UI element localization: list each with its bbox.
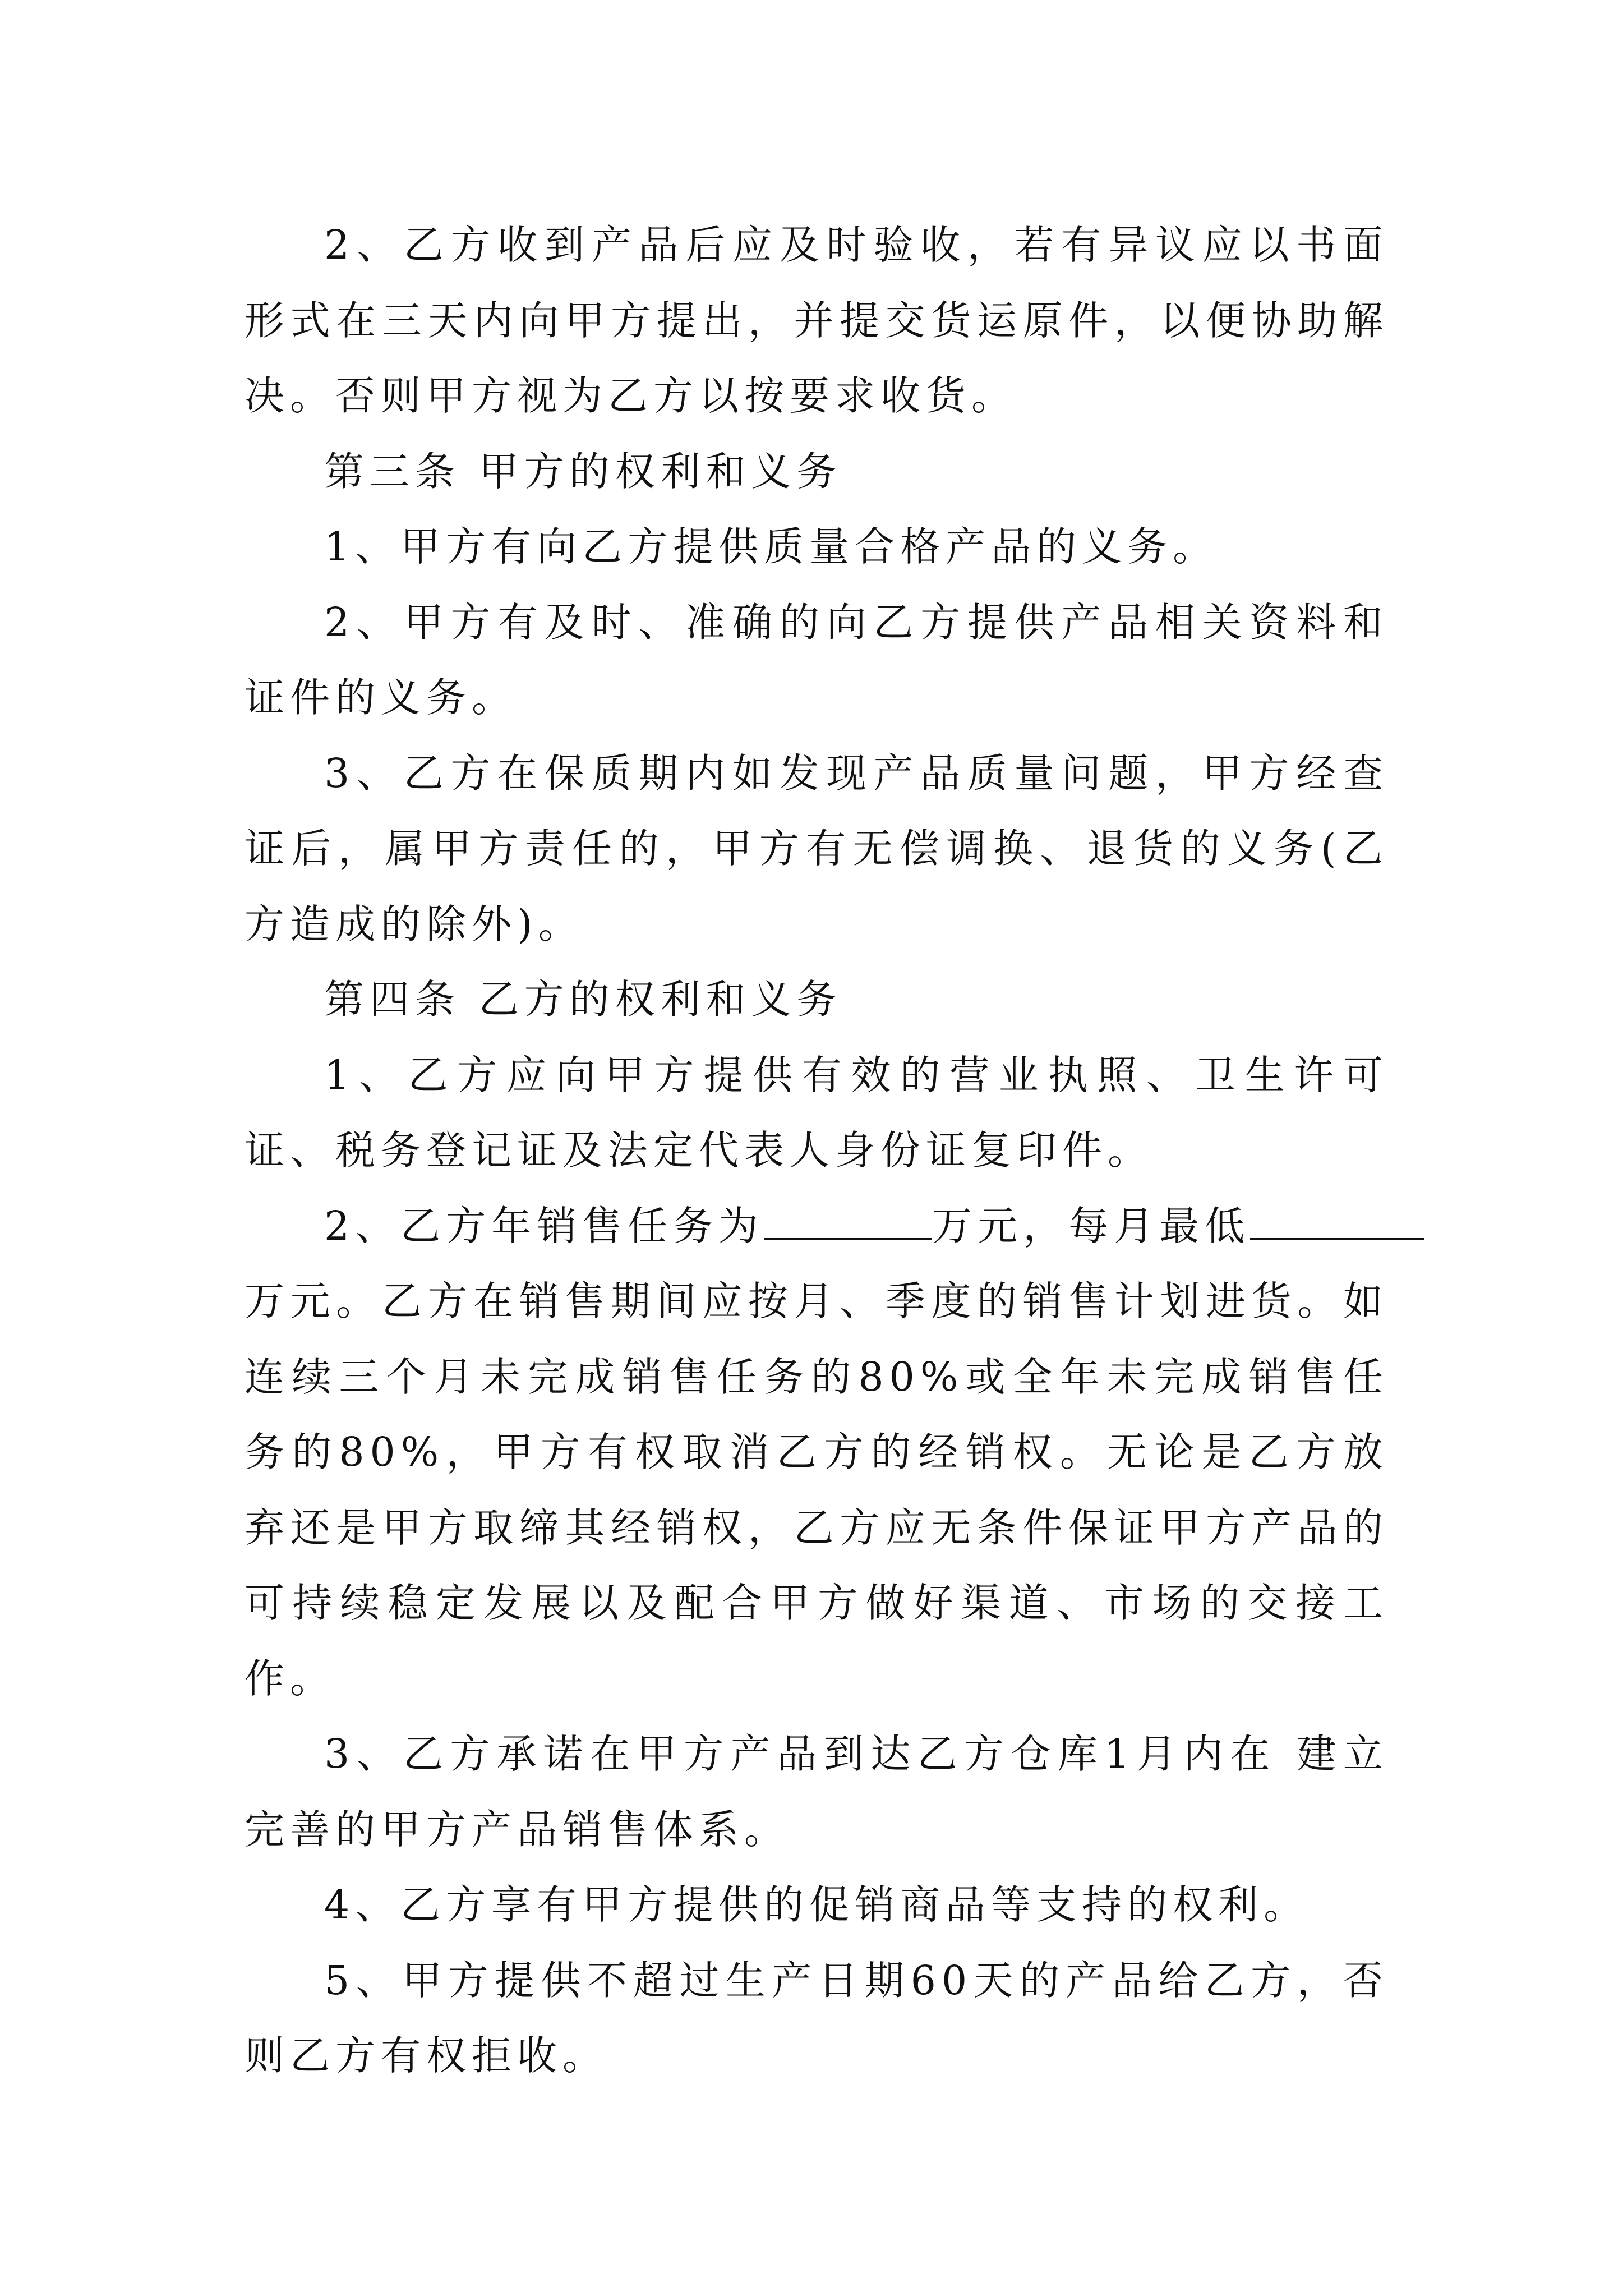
paragraph-party-b-duty-3: 3、乙方承诺在甲方产品到达乙方仓库1月内在 建立完善的甲方产品销售体系。 <box>245 1731 1389 1853</box>
paragraph-party-a-duty-1: 1、甲方有向乙方提供质量合格产品的义务。 <box>324 523 1219 570</box>
sales-target-label: 2、乙方年销售任务为 <box>324 1202 764 1249</box>
sales-target-terms: 万元。乙方在销售期间应按月、季度的销售计划进货。如连续三个月未完成销售任务的80%或全年未完成销售任务的80%，甲方有权取消乙方的经销权。无论是乙方放弃还是甲方取缔其经销权，乙方应无条件保证甲方产品的可持续稳定发展以及配合甲方做好渠道、市场的交接工作。 <box>245 1278 1389 1702</box>
monthly-minimum-label: 万元，每月最低 <box>932 1202 1251 1249</box>
monthly-minimum-blank <box>1250 1202 1424 1240</box>
paragraph-party-a-duty-2: 2、甲方有及时、准确的向乙方提供产品相关资料和证件的义务。 <box>245 599 1389 721</box>
section-heading-article-4: 第四条 乙方的权利和义务 <box>324 976 842 1023</box>
paragraph-party-a-duty-3: 3、乙方在保质期内如发现产品质量问题，甲方经查证后，属甲方责任的，甲方有无偿调换、退货的义务(乙方造成的除外)。 <box>245 749 1389 947</box>
annual-target-blank <box>764 1202 932 1240</box>
sales-target-line <box>324 1203 1424 1249</box>
paragraph-party-b-sales-target <box>245 1189 1389 1717</box>
paragraph-receipt-inspection: 2、乙方收到产品后应及时验收，若有异议应以书面形式在三天内向甲方提出，并提交货运原件，以便协助解决。否则甲方视为乙方以按要求收货。 <box>245 222 1389 419</box>
section-heading-article-3: 第三条 甲方的权利和义务 <box>324 448 842 495</box>
paragraph-party-b-duty-5: 5、甲方提供不超过生产日期60天的产品给乙方，否则乙方有权拒收。 <box>245 1957 1389 2079</box>
document-body <box>245 208 1389 2094</box>
paragraph-party-b-duty-1: 1、乙方应向甲方提供有效的营业执照、卫生许可证、税务登记证及法定代表人身份证复印件。 <box>245 1051 1389 1174</box>
paragraph-party-b-duty-4: 4、乙方享有甲方提供的促销商品等支持的权利。 <box>324 1881 1310 1928</box>
